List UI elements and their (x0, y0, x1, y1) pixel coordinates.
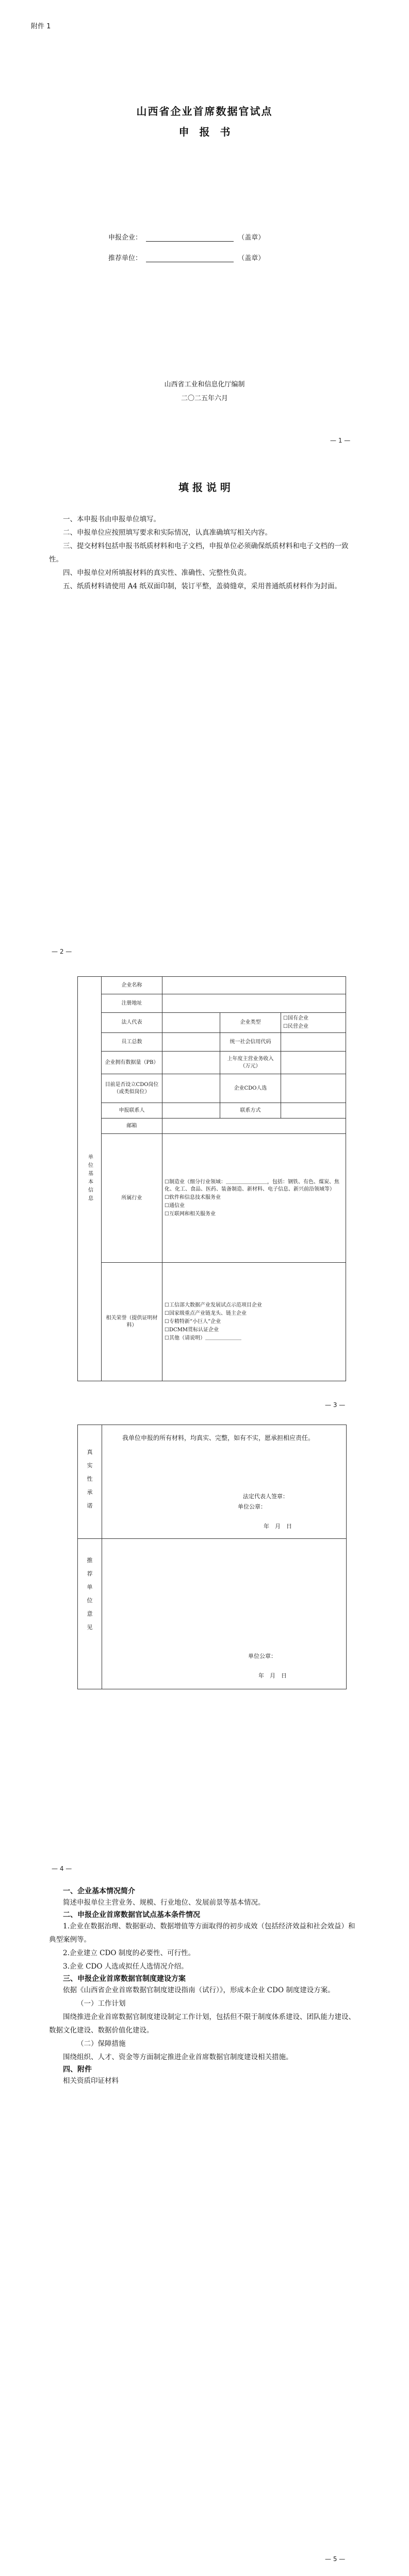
label-company-name: 企业名称 (102, 977, 162, 994)
section-paragraph: 围绕推进企业首席数据官制度建设制定工作计划，包括但不限于制度体系建设、团队能力建设、数据文化建设、数据价值化建设。 (49, 2013, 355, 2035)
attachment-label: 附件 1 (31, 23, 51, 30)
recommend-date: 年 月 日 (258, 1672, 287, 1679)
page-number: — 4 — (52, 1865, 72, 1872)
recommender-row (108, 252, 265, 262)
label-industry: 所属行业 (102, 1134, 162, 1263)
data-scale-field[interactable] (162, 1052, 220, 1074)
applicant-label: 申报企业： (108, 234, 142, 242)
industry-internet[interactable]: ☐互联网和相关服务业 (165, 1211, 216, 1217)
basic-info-table (77, 976, 346, 1381)
email-field[interactable] (162, 1118, 346, 1134)
commitment-box (77, 1425, 347, 1689)
industry-manufacturing[interactable]: ☐制造业（细分行业领域：＿＿＿＿＿＿＿＿，包括：钢铁、有色、煤炭、焦化、化工、食品、医药、装备制造、新材料、电子信息、新兴前沿领域等） (165, 1179, 339, 1192)
page-number: — 2 — (52, 948, 72, 955)
instruction-item: 四、申报单位对所填报材料的真实性、准确性、完整性负责。 (63, 569, 251, 577)
industry-software[interactable]: ☐软件和信息技术服务业 (165, 1194, 221, 1200)
reg-address-field[interactable] (162, 994, 346, 1013)
section-paragraph: 3.企业 CDO 人选或拟任人选情况介绍。 (63, 1962, 188, 1971)
instruction-item: 一、本申报书由申报单位填写。 (63, 515, 160, 523)
label-reg-address: 注册地址 (102, 994, 162, 1013)
label-credit-code: 统一社会信用代码 (220, 1033, 281, 1052)
industry-options[interactable] (162, 1134, 346, 1263)
option-state-owned[interactable]: ☐国有企业 (283, 1015, 308, 1021)
instruction-item: 三、提交材料包括申报书纸质材料和电子文档，申报单位必须确保纸质材料和电子文档的一致性。 (49, 542, 349, 564)
label-phone: 联系方式 (220, 1103, 281, 1118)
section-heading: 三、申报企业首席数据官制度建设方案 (63, 1975, 186, 1983)
honor-dcmm[interactable]: ☐DCMM贯标认证企业 (165, 1327, 219, 1333)
section-label-promise: 真实性承诺 (87, 1449, 93, 1509)
section-paragraph: 相关资质印证材料 (63, 2077, 119, 2085)
page-number: — 1 — (330, 437, 351, 444)
applicant-row (108, 232, 265, 242)
instruction-item: 二、申报单位应按照填写要求和实际情况，认真准确填写相关内容。 (63, 529, 272, 537)
section-heading: 四、附件 (63, 2065, 92, 2074)
applicant-field[interactable] (146, 233, 234, 242)
label-legal-rep: 法人代表 (102, 1013, 162, 1033)
cover-date: 二〇二五年六月 (181, 395, 228, 402)
company-name-field[interactable] (162, 977, 346, 994)
applicant-seal: （盖章） (238, 234, 265, 242)
recommender-field[interactable] (146, 253, 234, 262)
industry-telecom[interactable]: ☐通信业 (165, 1202, 185, 1209)
compiler: 山西省工业和信息化厅编制 (164, 381, 245, 388)
cdo-name-field[interactable] (281, 1074, 346, 1103)
company-type-options[interactable] (281, 1013, 346, 1033)
section-paragraph: 2.企业建立 CDO 制度的必要性、可行性。 (63, 1949, 195, 1957)
promise-date: 年 月 日 (264, 1523, 292, 1530)
section-paragraph: 依据《山西省企业首席数据官制度建设指南（试行）》，形成本企业 CDO 制度建设方案。 (63, 1986, 335, 1994)
report-body (49, 1886, 358, 2088)
label-cdo-name: 企业CDO人选 (220, 1074, 281, 1103)
honor-chain-leader[interactable]: ☐国家级重点产业链龙头、链主企业 (165, 1310, 247, 1316)
label-data-scale: 企业拥有数据量（PB） (102, 1052, 162, 1074)
credit-code-field[interactable] (281, 1033, 346, 1052)
section-paragraph: 1.企业在数据治理、数据驱动、数据增值等方面取得的初步成效（包括经济效益和社会效益）和典型案例等。 (49, 1922, 355, 1944)
honor-options[interactable] (162, 1263, 346, 1381)
label-email: 邮箱 (102, 1118, 162, 1134)
section-heading: 二、申报企业首席数据官试点基本条件情况 (63, 1911, 200, 1919)
subsection-heading: （一）工作计划 (77, 1999, 126, 2008)
promise-text: 我单位申报的所有材料，均真实、完整，如有不实，愿承担相应责任。 (122, 1434, 315, 1442)
last-revenue-field[interactable] (281, 1052, 346, 1074)
unit-seal-label: 单位公章： (238, 1503, 266, 1510)
recommender-seal: （盖章） (238, 255, 265, 262)
legal-rep-sign-label: 法定代表人签章： (243, 1493, 288, 1500)
section-paragraph: 简述申报单位主营业务、规模、行业地位、发展前景等基本情况。 (63, 1899, 265, 1907)
instruction-item: 五、纸质材料请使用 A4 纸双面印制，装订平整，盖骑缝章，采用普通纸质材料作为封面。 (63, 582, 341, 590)
phone-field[interactable] (281, 1103, 346, 1118)
cover-title: 山西省企业首席数据官试点 (136, 105, 273, 117)
cdo-flag-field[interactable] (162, 1074, 220, 1103)
employees-field[interactable] (162, 1033, 220, 1052)
honor-little-giant[interactable]: ☐专精特新“小巨人”企业 (165, 1318, 221, 1325)
contact-field[interactable] (162, 1103, 220, 1118)
recommend-seal-label: 单位公章： (248, 1653, 276, 1659)
label-cdo-flag: 目前是否设立CDO岗位（或类似岗位） (102, 1074, 162, 1103)
cover-subtitle: 申 报 书 (178, 126, 231, 138)
legal-rep-field[interactable] (162, 1013, 220, 1033)
label-employees: 员工总数 (102, 1033, 162, 1052)
section-label-basic: 单位基本信息 (78, 977, 102, 1381)
label-contact: 申报联系人 (102, 1103, 162, 1118)
label-honors: 相关荣誉（提供证明材料） (102, 1263, 162, 1381)
label-company-type: 企业类型 (220, 1013, 281, 1033)
subsection-heading: （二）保障措施 (77, 2040, 126, 2048)
honor-pilot[interactable]: ☐工信部大数据产业发展试点示范项目企业 (165, 1302, 262, 1308)
instructions-list (49, 513, 358, 593)
page-number: — 5 — (325, 2555, 346, 2563)
label-last-revenue: 上年度主营业务收入（万元） (220, 1052, 281, 1074)
page-number: — 3 — (325, 1401, 346, 1409)
instructions-title: 填 报 说 明 (178, 481, 231, 494)
section-label-recommend: 推荐单位意见 (87, 1557, 93, 1631)
recommender-label: 推荐单位： (108, 255, 142, 262)
section-heading: 一、企业基本情况简介 (63, 1887, 135, 1895)
option-private[interactable]: ☐民营企业 (283, 1024, 308, 1029)
recommend-opinion-field[interactable] (104, 1540, 344, 1643)
section-paragraph: 围绕组织、人才、资金等方面制定推进企业首席数据官制度建设相关措施。 (63, 2053, 293, 2061)
honor-other[interactable]: ☐其他（请说明）＿＿＿＿＿＿＿ (165, 1335, 241, 1341)
